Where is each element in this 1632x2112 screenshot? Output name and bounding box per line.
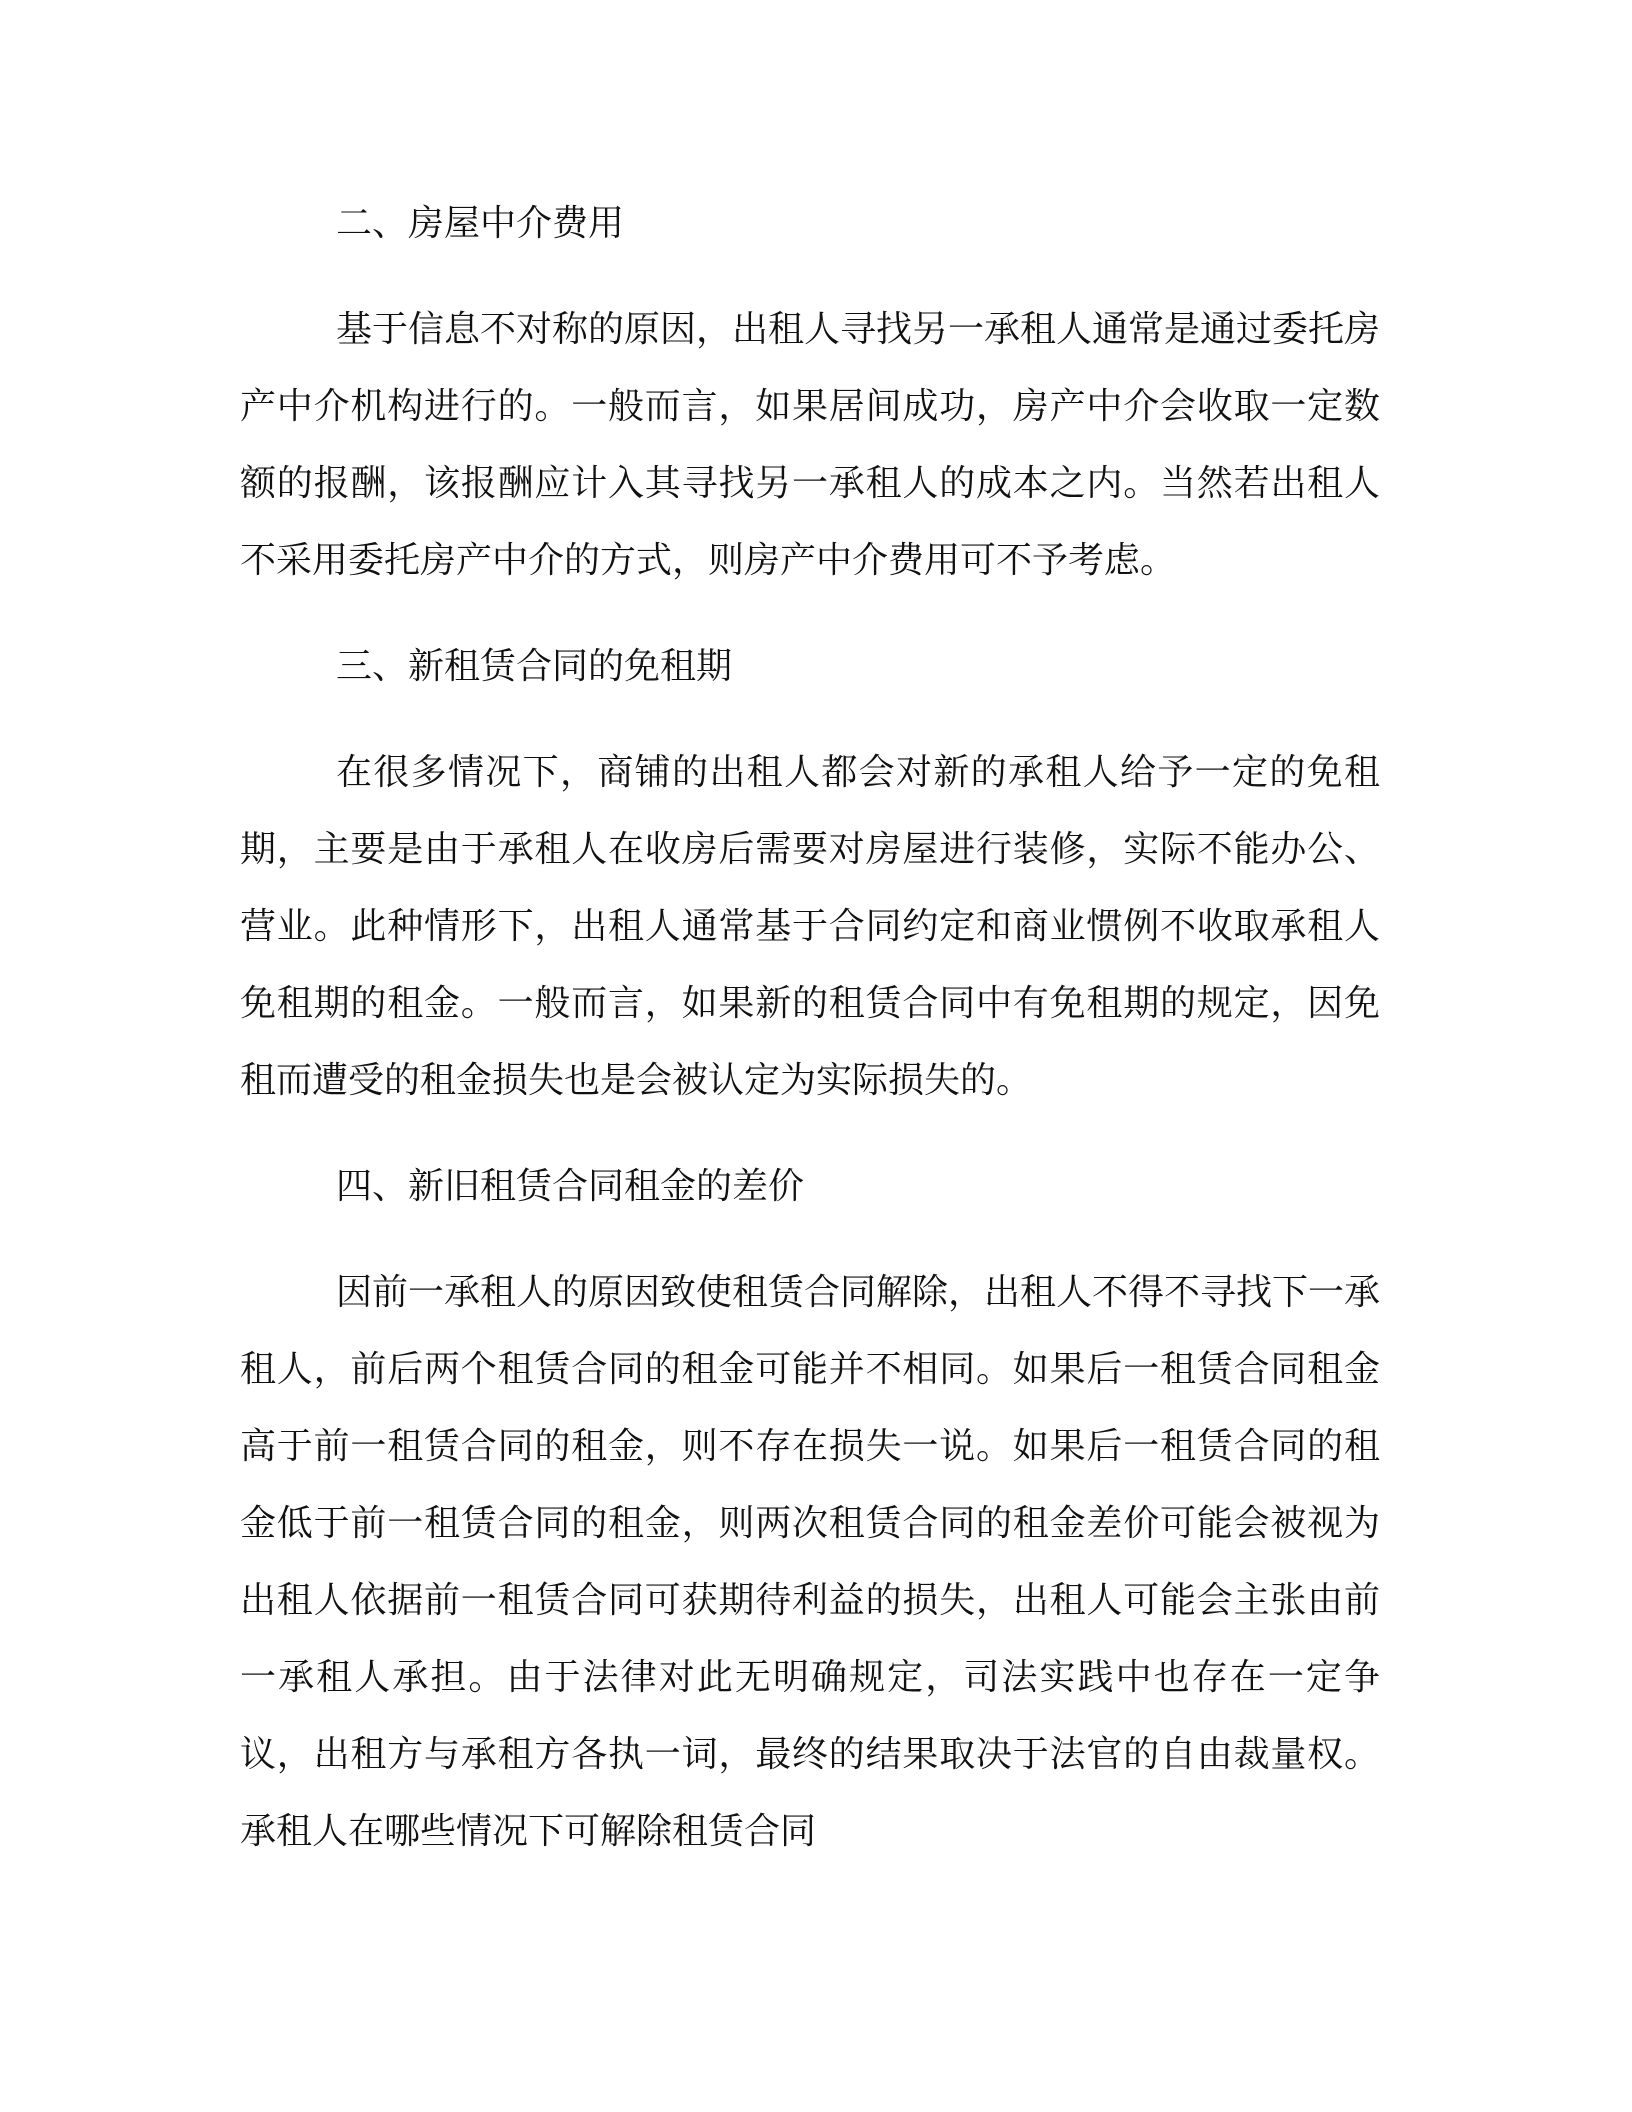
section-heading: 四、新旧租赁合同租金的差价: [336, 1166, 805, 1207]
document-body: [240, 185, 1380, 1899]
section-paragraph: 基于信息不对称的原因，出租人寻找另一承租人通常是通过委托房产中介机构进行的。一般而言，如果居间成功，房产中介会收取一定数额的报酬，该报酬应计入其寻找另一承租人的成本之内。当然若出租人不采用委托房产中介的方式，则房产中介费用可不予考虑。: [240, 309, 1381, 581]
section-paragraph: 因前一承租人的原因致使租赁合同解除，出租人不得不寻找下一承租人，前后两个租赁合同的租金可能并不相同。如果后一租赁合同租金高于前一租赁合同的租金，则不存在损失一说。如果后一租赁合同的租金低于前一租赁合同的租金，则两次租赁合同的租金差价可能会被视为出租人依据前一租赁合同可获期待利益的损失，出租人可能会主张由前一承租人承担。由于法律对此无明确规定，司法实践中也存在一定争议，出租方与承租方各执一词，最终的结果取决于法官的自由裁量权。承租人在哪些情况下可解除租赁合同: [240, 1272, 1381, 1852]
section-heading: 二、房屋中介费用: [336, 203, 625, 244]
section-paragraph: 在很多情况下，商铺的出租人都会对新的承租人给予一定的免租期，主要是由于承租人在收房后需要对房屋进行装修，实际不能办公、营业。此种情形下，出租人通常基于合同约定和商业惯例不收取承租人免租期的租金。一般而言，如果新的租赁合同中有免租期的规定，因免租而遭受的租金损失也是会被认定为实际损失的。: [240, 752, 1380, 1101]
section-heading: 三、新租赁合同的免租期: [336, 646, 733, 687]
